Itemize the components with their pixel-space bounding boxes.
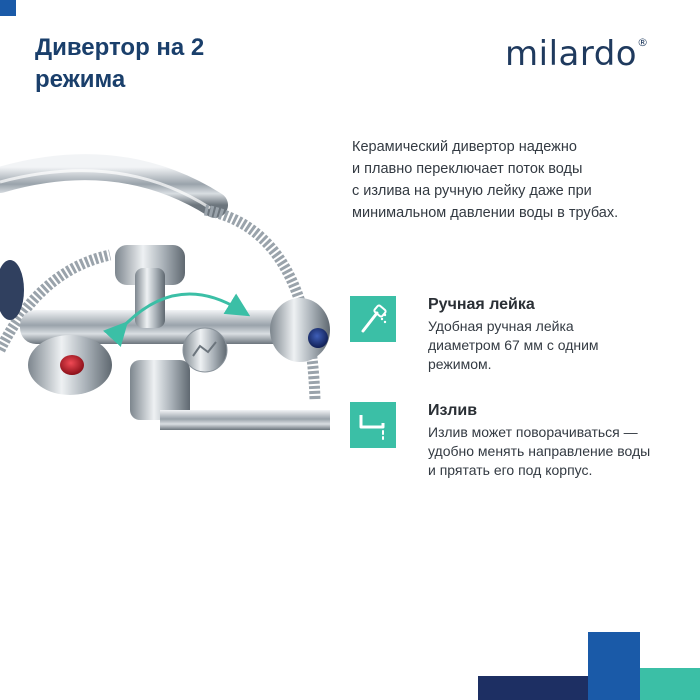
logo-text: milardo — [505, 34, 638, 74]
hand-shower-icon — [350, 296, 396, 342]
corner-decoration — [640, 668, 700, 700]
feature-description: Излив может поворачиваться — удобно менять направление воды и прятать его под корпус. — [428, 424, 651, 478]
page-title: Дивертор на 2 режима — [35, 34, 205, 93]
brand-logo — [505, 34, 649, 74]
corner-decoration — [478, 676, 588, 700]
product-image — [0, 150, 330, 430]
corner-decoration — [0, 0, 16, 16]
corner-decoration — [588, 632, 640, 700]
feature-description: Удобная ручная лейка диаметром 67 мм с одним режимом. — [428, 318, 599, 372]
feature-title: Ручная лейка — [428, 296, 535, 313]
feature-title: Излив — [428, 402, 478, 419]
intro-text: Керамический дивертор надежно и плавно переключает поток воды с излива на ручную лейку даже при минимальном давлении воды в трубах. — [352, 139, 619, 221]
faucet-illustration — [0, 150, 330, 430]
logo-registered-mark: ® — [637, 36, 649, 49]
spout-icon — [350, 402, 396, 448]
